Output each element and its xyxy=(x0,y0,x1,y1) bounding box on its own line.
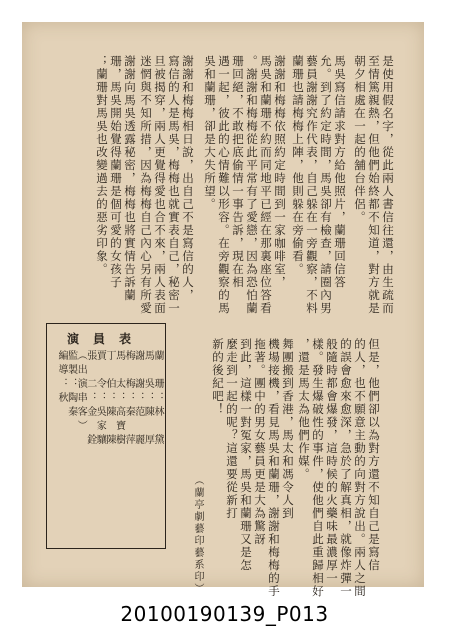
synopsis-line: 寫信的人是馬吳，梅梅也就實表自己，秘密一 xyxy=(167,55,181,315)
synopsis-line: 的誤會愈來愈深，急於了解真相，就像炸彈一 xyxy=(339,338,353,598)
cast-entry: 賈 令：吳家驤 xyxy=(94,350,106,448)
cast-entry: 蘭 珊：林 黛 xyxy=(152,350,163,448)
cast-entry: 梅 梅：秦 萍 xyxy=(123,350,135,448)
synopsis-line: 藝員謝謝究作代表，自己躲在一旁觀察，不料 xyxy=(305,55,319,315)
synopsis-line: 旦被揭穿，兩人更覺得愛也合不來，兩人表面 xyxy=(153,55,167,315)
synopsis-line: 珊回絕，不敢把底偷情一事告訴，現在相 xyxy=(231,55,245,289)
cast-entry: 馬 吳：陳 厚 xyxy=(142,350,154,448)
synopsis-line: 蘭珊也請梅梅上陣，他則躲在旁偷看。 xyxy=(291,55,305,276)
synopsis-line: 珊，馬吳開始覺得蘭珊是個可愛的女孩子 xyxy=(109,55,123,289)
footer-label: 20100190139_P013 xyxy=(120,602,329,626)
synopsis-line: 迷惘與不知所措，因為梅梅自己內心另有所愛 xyxy=(139,55,153,315)
synopsis-line: 謝謝和梅梅依照約定時間到一家咖啡室， xyxy=(273,55,287,289)
synopsis-line: ，還是馬太為他們作媒。 xyxy=(297,338,311,481)
synopsis-line: 般隨時都會爆發，這時候的火藥味最濃厚一 xyxy=(325,338,339,585)
cast-title: 演員表 xyxy=(66,332,146,346)
synopsis-line: 拖著。團中的男女藝員更是大為驚訝 xyxy=(253,338,267,546)
cast-entry: （出演串客） xyxy=(75,350,87,434)
cast-entry: 馬 太：高寶樹 xyxy=(113,350,125,448)
synopsis-line: 樣。發生爆破性的事件，使他們自此重歸相好 xyxy=(311,338,325,598)
synopsis-line: 馬吳寫信請求對方給他照片，蘭珊回信答 xyxy=(333,55,347,289)
cast-entry: 編導：秋 xyxy=(56,350,67,434)
cast-entry: 丁 伯：陳 陳 xyxy=(104,350,115,448)
cast-entry: 監製：陶秦 xyxy=(65,350,77,420)
cast-entry: 張 二：金 銓 xyxy=(84,350,96,448)
synopsis-line: 到此，這樣一對冤家，馬吳和蘭珊又是怎 xyxy=(239,338,253,572)
synopsis-line: 朝夕相處在一起的舖台伴侶。 xyxy=(353,55,367,224)
synopsis-line: 至情篤親熱，但他們始終都不知道，對方就是 xyxy=(367,55,381,315)
cast-entry: 謝 謝：范 麗 xyxy=(132,350,144,448)
synopsis-line: 遇一起，彼此的心情難以形容。在旁觀察的馬 xyxy=(217,55,231,315)
synopsis-line: 的人，也不願意主動的向對方說出。兩人之間 xyxy=(353,338,367,598)
synopsis-line: 機場接機，看見馬吳和蘭珊，謝謝和梅梅的手 xyxy=(267,338,281,598)
synopsis-line: 麼走到一起的呢？這還要從新打 xyxy=(225,338,239,520)
synopsis-line: 吳和蘭珊，卻是大失所望。 xyxy=(203,55,217,211)
synopsis-line: 是使用假名字，從此兩人書信往還，由生疏而 xyxy=(381,55,395,315)
synopsis-line: 馬吳和蘭珊不約而同地平已經在那裏座位答看 xyxy=(259,55,273,315)
synopsis-line: 允。到了約定時間，馬吳卻有檢查，請圈內男 xyxy=(319,55,333,315)
synopsis-line: 但是，他們卻以為對方還不知自己是寫信 xyxy=(367,338,381,572)
publisher-credit: （蘭亭劇藝印藝系印） xyxy=(192,475,203,595)
synopsis-line: 謝謝和梅梅相日說，出自己不是寫信的人， xyxy=(181,55,195,302)
synopsis-line: 舞團搬到香港，馬太和馮令人到 xyxy=(281,338,295,520)
synopsis-line: ；蘭珊對馬吳也改變過去的惡劣印象。 xyxy=(95,55,109,276)
cast-list-box xyxy=(46,323,166,549)
synopsis-line: 謝謝向馬吳透露秘密，梅梅也將實情告訴蘭 xyxy=(123,55,137,302)
synopsis-line: 。謝謝和梅梅從此平常有了愛戀，因為恐怕蘭 xyxy=(245,55,259,315)
synopsis-line: 新的後紀吧！ xyxy=(211,338,225,416)
